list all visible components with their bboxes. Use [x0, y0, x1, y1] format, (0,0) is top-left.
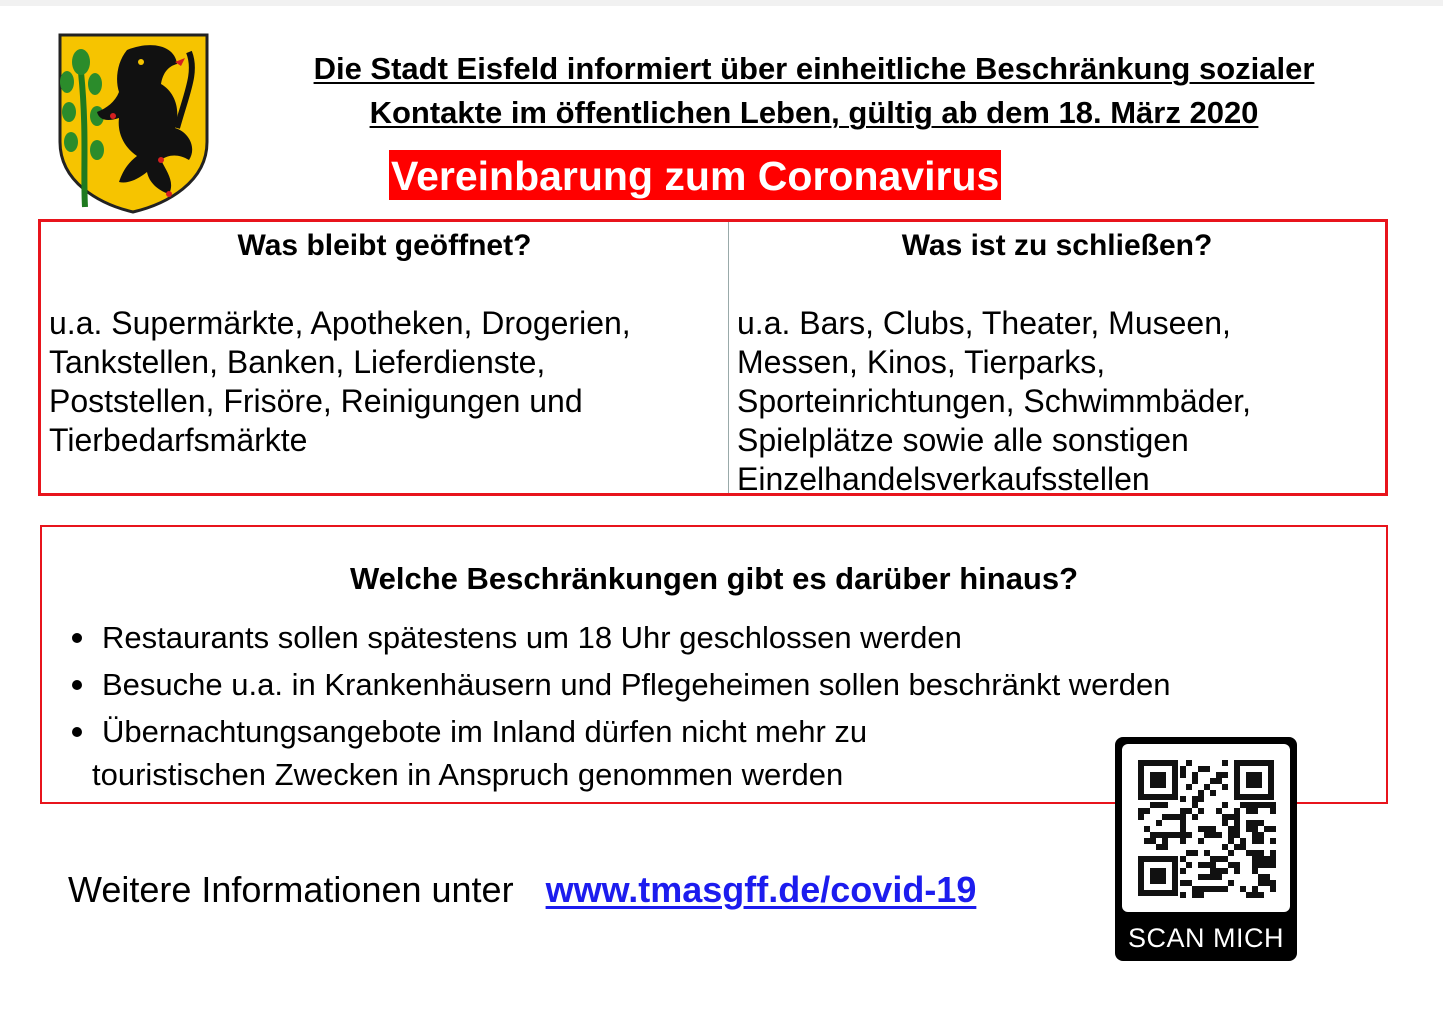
title-line-1: Die Stadt Eisfeld informiert über einheitliche Beschränkung sozialer: [313, 51, 1315, 86]
covid-info-link[interactable]: www.tmasgff.de/covid-19: [545, 869, 977, 910]
bullet-icon: [72, 633, 82, 643]
title-line-2: Kontakte im öffentlichen Leben, gültig ab dem 18. März 2020: [369, 95, 1259, 130]
bullet-icon: [72, 680, 82, 690]
restrictions-title: Welche Beschränkungen gibt es darüber hinaus?: [349, 561, 1079, 596]
open-closed-table: [38, 219, 1388, 496]
coronavirus-banner: Vereinbarung zum Coronavirus: [389, 150, 1001, 200]
more-info: [68, 868, 976, 912]
list-item-continuation: touristischen Zwecken in Anspruch genommen werden: [92, 757, 844, 792]
open-column: [41, 222, 729, 493]
list-item-text: Besuche u.a. in Krankenhäusern und Pflegeheimen sollen beschränkt werden: [102, 667, 1171, 702]
more-info-label: Weitere Informationen unter: [68, 869, 514, 910]
list-item: [70, 666, 1366, 703]
qr-code-icon: [1122, 744, 1290, 912]
open-column-text: u.a. Supermärkte, Apotheken, Drogerien, Tankstellen, Banken, Lieferdienste, Poststellen, Frisöre, Reinigungen und Tierbedarfsmärkte: [49, 305, 631, 458]
closed-column-title: Was ist zu schließen?: [901, 229, 1213, 262]
closed-column: [729, 222, 1385, 497]
coat-of-arms-icon: [57, 32, 210, 215]
closed-column-text: u.a. Bars, Clubs, Theater, Museen, Messen, Kinos, Tierparks, Sporteinrichtungen, Schwimmbäder, Spielplätze sowie alle sonstigen Einzelhandelsverkaufsstellen: [737, 305, 1252, 497]
qr-code-card[interactable]: [1115, 737, 1297, 961]
list-item: [70, 619, 1366, 656]
qr-caption: SCAN MICH: [1127, 923, 1284, 953]
list-item-text: Restaurants sollen spätestens um 18 Uhr geschlossen werden: [102, 620, 962, 655]
top-strip: [0, 0, 1443, 6]
bullet-icon: [72, 727, 82, 737]
list-item-text: Übernachtungsangebote im Inland dürfen nicht mehr zu: [102, 714, 868, 749]
page-title: [222, 47, 1406, 135]
open-column-title: Was bleibt geöffnet?: [237, 229, 532, 262]
